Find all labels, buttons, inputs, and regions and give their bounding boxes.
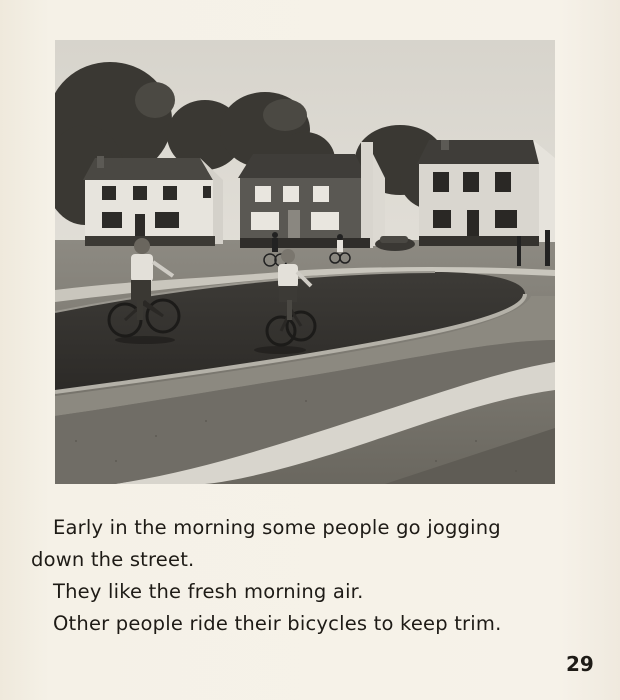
street-photo [55,40,555,484]
page-number: 29 [566,652,594,676]
text-line: They like the fresh morning air. [53,580,364,603]
text-line: Early in the morning some people go jogging [53,516,501,539]
text-line: Other people ride their bicycles to keep trim. [53,612,502,635]
text-line: down the street. [31,548,195,571]
body-text [0,512,620,640]
